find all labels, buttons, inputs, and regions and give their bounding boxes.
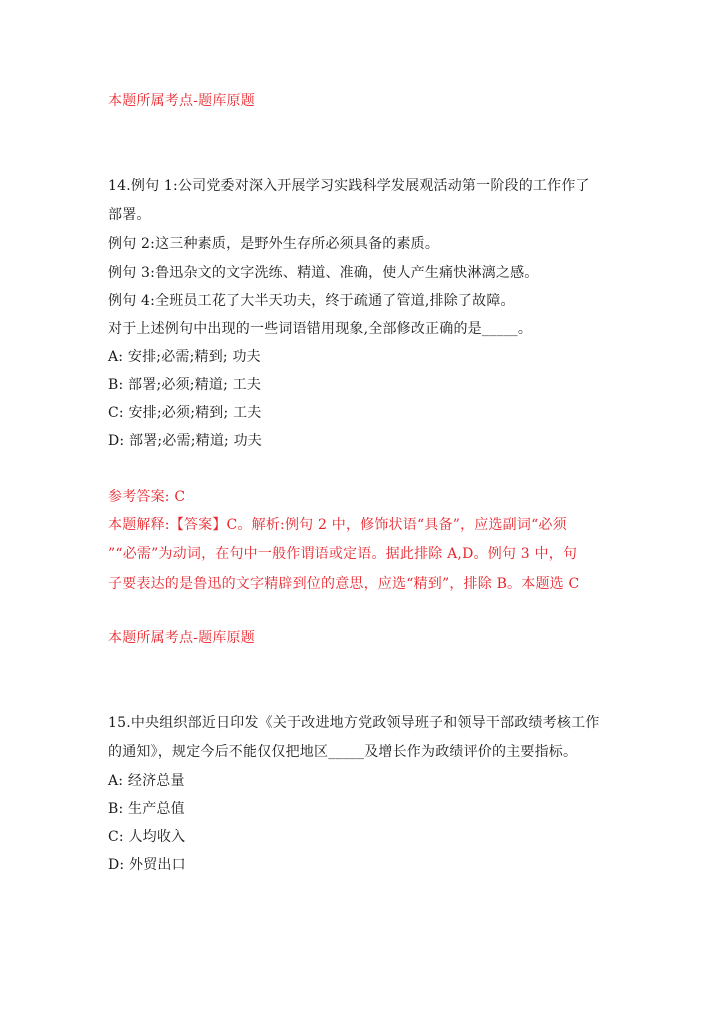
question-stem: 15.中央组织部近日印发《关于改进地方党政领导班子和领导干部政绩考核工作 [108, 715, 600, 731]
question-stem: 部署。 [108, 207, 151, 223]
example-sentence: 例句 3:鲁迅杂文的文字洗练、精道、准确，使人产生痛快淋漓之感。 [108, 265, 539, 281]
option-d: D: 外贸出口 [108, 857, 186, 873]
option-b: B: 部署;必须;精道; 工夫 [108, 377, 262, 393]
topic-tag: 本题所属考点-题库原题 [108, 93, 255, 109]
option-c: C: 安排;必须;精到; 工夫 [108, 405, 262, 421]
option-c: C: 人均收入 [108, 829, 186, 845]
example-sentence: 例句 2:这三种素质，是野外生存所必须具备的素质。 [108, 236, 440, 252]
reference-answer: 参考答案: C [108, 489, 186, 505]
option-a: A: 安排;必需;精到; 功夫 [108, 349, 261, 365]
question-prompt: 对于上述例句中出现的一些词语错用现象,全部修改正确的是_____。 [108, 321, 533, 337]
explanation-line: ”“必需”为动词，在句中一般作谓语或定语。据此排除 A,D。例句 3 中，句 [108, 546, 578, 562]
example-sentence: 例句 4:全班员工花了大半天功夫，终于疏通了管道,排除了故障。 [108, 293, 515, 309]
question-stem: 的通知》，规定今后不能仅仅把地区_____及增长作为政绩评价的主要指标。 [108, 744, 578, 760]
topic-tag: 本题所属考点-题库原题 [108, 630, 255, 646]
question-stem: 14.例句 1:公司党委对深入开展学习实践科学发展观活动第一阶段的工作作了 [108, 178, 590, 194]
option-d: D: 部署;必需;精道; 功夫 [108, 433, 262, 449]
option-a: A: 经济总量 [108, 773, 185, 789]
option-b: B: 生产总值 [108, 801, 185, 817]
explanation-line: 子要表达的是鲁迅的文字精辟到位的意思，应选“精到”，排除 B。本题选 C [108, 576, 580, 592]
explanation-line: 本题解释:【答案】C。解析:例句 2 中，修饰状语“具备”，应选副词“必须 [108, 517, 567, 533]
